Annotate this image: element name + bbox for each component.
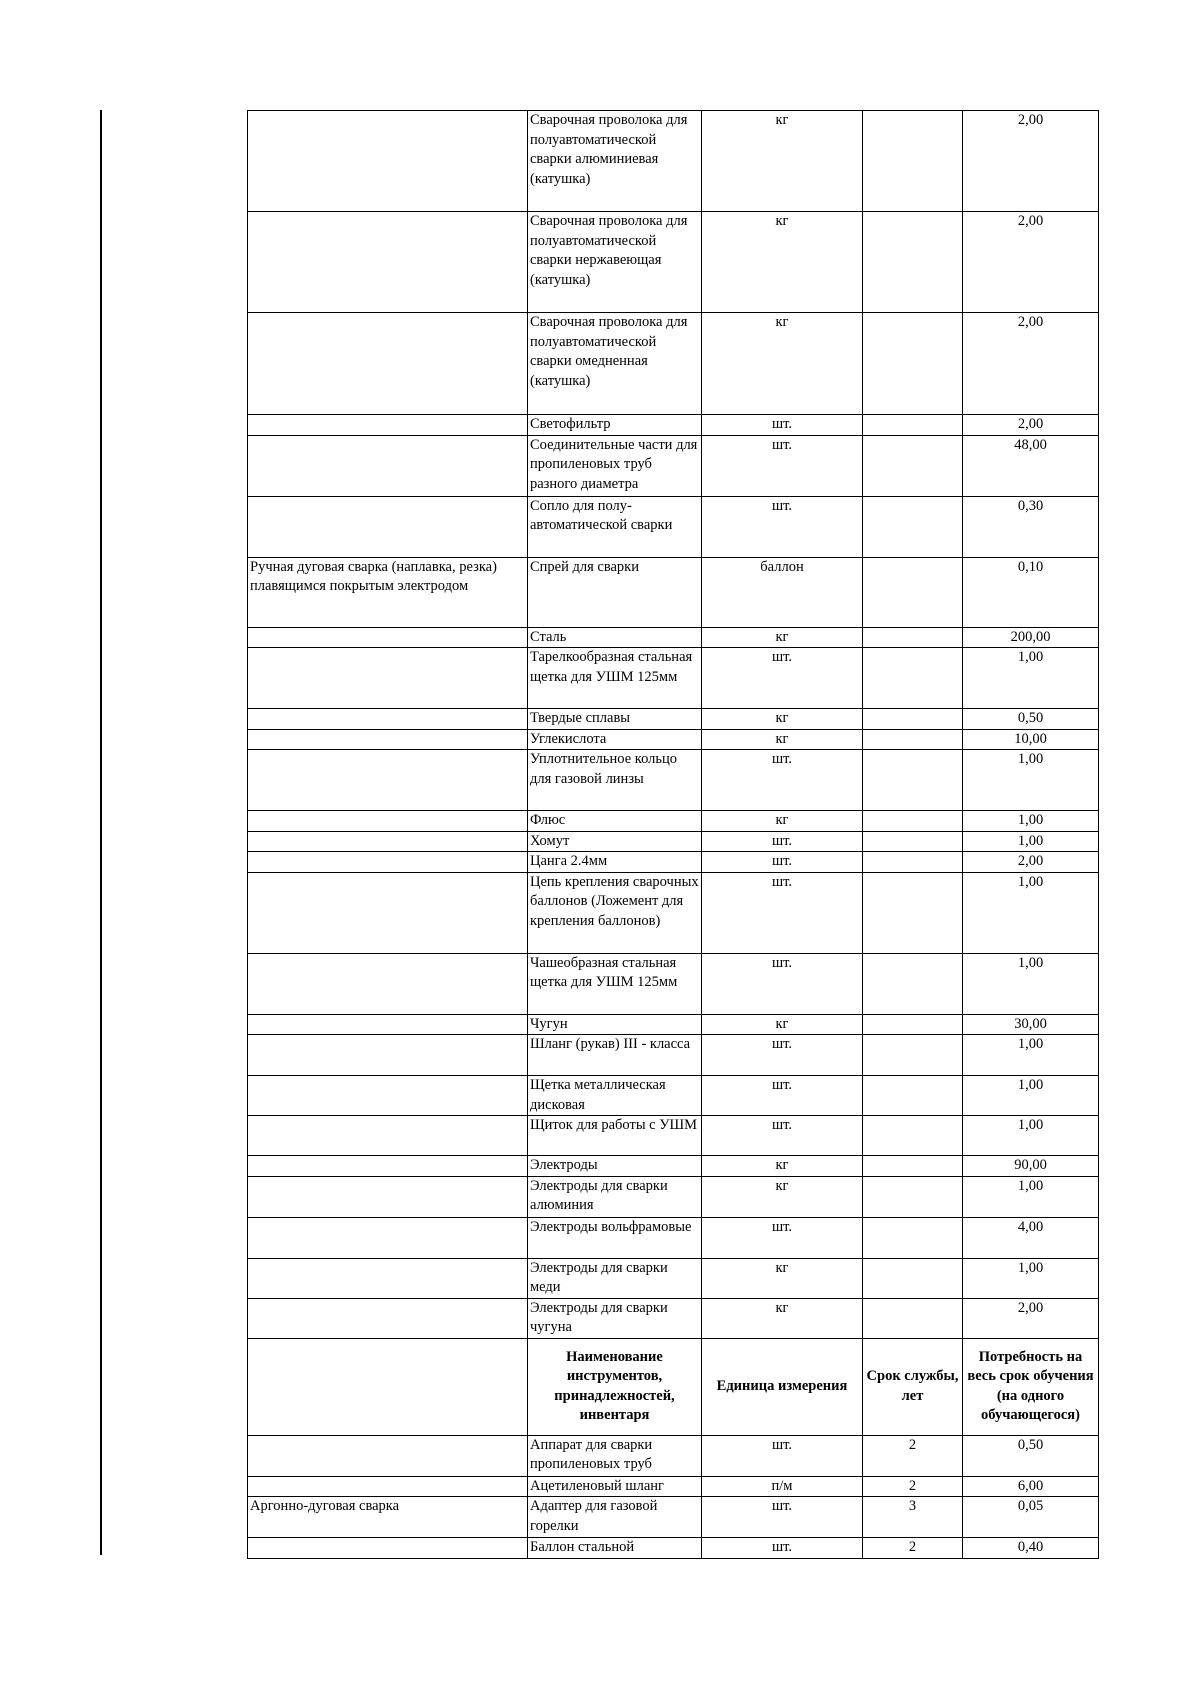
category-cell	[248, 648, 528, 709]
unit-cell: кг	[702, 212, 863, 313]
item-name-cell: Электроды для сварки меди	[528, 1258, 702, 1298]
item-name-cell: Сварочная проволока для полуавтоматической сварки алюминиевая (катушка)	[528, 111, 702, 212]
service-life-cell	[863, 831, 963, 852]
table-row	[248, 709, 1099, 730]
item-name-cell: Сталь	[528, 627, 702, 648]
unit-cell: баллон	[702, 557, 863, 627]
item-name-cell: Щиток для работы с УШМ	[528, 1116, 702, 1156]
unit-cell: кг	[702, 1156, 863, 1177]
service-life-cell	[863, 557, 963, 627]
requirement-cell: 1,00	[963, 1035, 1099, 1076]
unit-cell: п/м	[702, 1476, 863, 1497]
item-name-cell: Наименование инструментов, принадлежностей, инвентаря	[528, 1338, 702, 1435]
unit-cell: шт.	[702, 872, 863, 953]
service-life-cell: Срок службы, лет	[863, 1338, 963, 1435]
table-row	[248, 1217, 1099, 1258]
table-row	[248, 627, 1099, 648]
item-name-cell: Соединительные части для пропиленовых труб разного диаметра	[528, 435, 702, 496]
table-row	[248, 1258, 1099, 1298]
service-life-cell	[863, 852, 963, 873]
unit-cell: кг	[702, 1258, 863, 1298]
item-name-cell: Цепь крепления сварочных баллонов (Ложемент для крепления баллонов)	[528, 872, 702, 953]
requirement-cell: 0,40	[963, 1538, 1099, 1559]
table-row	[248, 852, 1099, 873]
table-row	[248, 1076, 1099, 1116]
service-life-cell	[863, 709, 963, 730]
requirement-cell: 2,00	[963, 111, 1099, 212]
requirement-cell: 1,00	[963, 648, 1099, 709]
unit-cell: шт.	[702, 852, 863, 873]
table-row	[248, 1014, 1099, 1035]
table-row	[248, 557, 1099, 627]
item-name-cell: Ацетиленовый шланг	[528, 1476, 702, 1497]
table-row	[248, 831, 1099, 852]
unit-cell: шт.	[702, 1217, 863, 1258]
requirement-cell: 1,00	[963, 1176, 1099, 1217]
table-row	[248, 111, 1099, 212]
requirement-cell: 2,00	[963, 212, 1099, 313]
category-cell	[248, 1435, 528, 1476]
unit-cell: кг	[702, 111, 863, 212]
service-life-cell	[863, 496, 963, 557]
category-cell	[248, 496, 528, 557]
unit-cell: кг	[702, 627, 863, 648]
service-life-cell: 3	[863, 1497, 963, 1538]
service-life-cell	[863, 313, 963, 415]
service-life-cell	[863, 1156, 963, 1177]
requirement-cell: 6,00	[963, 1476, 1099, 1497]
service-life-cell	[863, 435, 963, 496]
item-name-cell: Электроды для сварки чугуна	[528, 1298, 702, 1338]
requirement-cell: Потребность на весь срок обучения (на одного обучающегося)	[963, 1338, 1099, 1435]
item-name-cell: Шланг (рукав) III - класса	[528, 1035, 702, 1076]
service-life-cell	[863, 729, 963, 750]
service-life-cell	[863, 750, 963, 811]
category-cell	[248, 435, 528, 496]
unit-cell: шт.	[702, 953, 863, 1014]
service-life-cell	[863, 1176, 963, 1217]
unit-cell: кг	[702, 709, 863, 730]
category-cell	[248, 1076, 528, 1116]
category-cell	[248, 111, 528, 212]
table-row	[248, 1497, 1099, 1538]
item-name-cell: Сварочная проволока для полуавтоматической сварки нержавеющая (катушка)	[528, 212, 702, 313]
unit-cell: кг	[702, 1014, 863, 1035]
table-row	[248, 212, 1099, 313]
requirement-cell: 0,10	[963, 557, 1099, 627]
requirement-cell: 4,00	[963, 1217, 1099, 1258]
item-name-cell: Чугун	[528, 1014, 702, 1035]
service-life-cell	[863, 953, 963, 1014]
item-name-cell: Светофильтр	[528, 415, 702, 436]
category-cell	[248, 811, 528, 832]
unit-cell: шт.	[702, 831, 863, 852]
unit-cell: кг	[702, 811, 863, 832]
unit-cell: шт.	[702, 435, 863, 496]
unit-cell: кг	[702, 729, 863, 750]
item-name-cell: Электроды	[528, 1156, 702, 1177]
category-cell	[248, 1035, 528, 1076]
table-row	[248, 1435, 1099, 1476]
item-name-cell: Тарелкообразная стальная щетка для УШМ 125мм	[528, 648, 702, 709]
category-cell	[248, 1476, 528, 1497]
service-life-cell	[863, 111, 963, 212]
item-name-cell: Хомут	[528, 831, 702, 852]
table-row	[248, 729, 1099, 750]
item-name-cell: Сварочная проволока для полуавтоматической сварки омедненная (катушка)	[528, 313, 702, 415]
item-name-cell: Чашеобразная стальная щетка для УШМ 125мм	[528, 953, 702, 1014]
requirement-cell: 48,00	[963, 435, 1099, 496]
table-row	[248, 872, 1099, 953]
requirement-cell: 1,00	[963, 953, 1099, 1014]
category-cell	[248, 872, 528, 953]
requirement-cell: 1,00	[963, 1258, 1099, 1298]
table-row	[248, 648, 1099, 709]
requirement-cell: 0,30	[963, 496, 1099, 557]
unit-cell: шт.	[702, 750, 863, 811]
category-cell	[248, 709, 528, 730]
requirement-cell: 0,50	[963, 1435, 1099, 1476]
item-name-cell: Адаптер для газовой горелки	[528, 1497, 702, 1538]
table-row	[248, 1538, 1099, 1559]
item-name-cell: Электроды для сварки алюминия	[528, 1176, 702, 1217]
requirement-cell: 1,00	[963, 750, 1099, 811]
service-life-cell	[863, 1014, 963, 1035]
table-row	[248, 313, 1099, 415]
requirement-cell: 2,00	[963, 313, 1099, 415]
category-cell: Аргонно-дуговая сварка	[248, 1497, 528, 1538]
requirement-cell: 200,00	[963, 627, 1099, 648]
unit-cell: шт.	[702, 1435, 863, 1476]
unit-cell: Единица измерения	[702, 1338, 863, 1435]
unit-cell: шт.	[702, 1497, 863, 1538]
item-name-cell: Уплотнительное кольцо для газовой линзы	[528, 750, 702, 811]
service-life-cell	[863, 872, 963, 953]
service-life-cell: 2	[863, 1476, 963, 1497]
table-row	[248, 1298, 1099, 1338]
table-row	[248, 415, 1099, 436]
unit-cell: кг	[702, 1298, 863, 1338]
item-name-cell: Аппарат для сварки пропиленовых труб	[528, 1435, 702, 1476]
unit-cell: шт.	[702, 1538, 863, 1559]
category-cell	[248, 1156, 528, 1177]
category-cell: Ручная дуговая сварка (наплавка, резка) плавящимся покрытым электродом	[248, 557, 528, 627]
service-life-cell	[863, 1258, 963, 1298]
requirement-cell: 90,00	[963, 1156, 1099, 1177]
left-margin-line	[100, 110, 102, 1555]
category-cell	[248, 627, 528, 648]
table-row	[248, 750, 1099, 811]
unit-cell: шт.	[702, 496, 863, 557]
category-cell	[248, 831, 528, 852]
category-cell	[248, 1298, 528, 1338]
service-life-cell	[863, 1217, 963, 1258]
service-life-cell: 2	[863, 1538, 963, 1559]
category-cell	[248, 852, 528, 873]
unit-cell: шт.	[702, 1116, 863, 1156]
requirement-cell: 1,00	[963, 872, 1099, 953]
requirement-cell: 2,00	[963, 415, 1099, 436]
table-row	[248, 1176, 1099, 1217]
item-name-cell: Спрей для сварки	[528, 557, 702, 627]
category-cell	[248, 212, 528, 313]
category-cell	[248, 1014, 528, 1035]
table-body	[248, 111, 1099, 1559]
category-cell	[248, 415, 528, 436]
service-life-cell	[863, 1035, 963, 1076]
requirement-cell: 1,00	[963, 1076, 1099, 1116]
service-life-cell	[863, 1298, 963, 1338]
requirement-cell: 0,50	[963, 709, 1099, 730]
service-life-cell: 2	[863, 1435, 963, 1476]
materials-table	[247, 110, 1099, 1559]
category-cell	[248, 313, 528, 415]
item-name-cell: Твердые сплавы	[528, 709, 702, 730]
category-cell	[248, 953, 528, 1014]
item-name-cell: Углекислота	[528, 729, 702, 750]
requirement-cell: 10,00	[963, 729, 1099, 750]
unit-cell: шт.	[702, 1076, 863, 1116]
item-name-cell: Щетка металлическая дисковая	[528, 1076, 702, 1116]
unit-cell: шт.	[702, 1035, 863, 1076]
table-row	[248, 435, 1099, 496]
service-life-cell	[863, 415, 963, 436]
category-cell	[248, 1538, 528, 1559]
requirement-cell: 0,05	[963, 1497, 1099, 1538]
category-cell	[248, 1258, 528, 1298]
category-cell	[248, 1116, 528, 1156]
category-cell	[248, 1217, 528, 1258]
category-cell	[248, 729, 528, 750]
service-life-cell	[863, 212, 963, 313]
item-name-cell: Флюс	[528, 811, 702, 832]
table-row	[248, 1035, 1099, 1076]
requirement-cell: 1,00	[963, 831, 1099, 852]
item-name-cell: Цанга 2.4мм	[528, 852, 702, 873]
unit-cell: шт.	[702, 648, 863, 709]
unit-cell: кг	[702, 313, 863, 415]
unit-cell: кг	[702, 1176, 863, 1217]
unit-cell: шт.	[702, 415, 863, 436]
service-life-cell	[863, 627, 963, 648]
requirement-cell: 2,00	[963, 852, 1099, 873]
table-header-row	[248, 1338, 1099, 1435]
service-life-cell	[863, 811, 963, 832]
service-life-cell	[863, 1116, 963, 1156]
table-row	[248, 1156, 1099, 1177]
category-cell	[248, 750, 528, 811]
item-name-cell: Сопло для полу-автоматической сварки	[528, 496, 702, 557]
requirement-cell: 1,00	[963, 1116, 1099, 1156]
service-life-cell	[863, 648, 963, 709]
table-row	[248, 953, 1099, 1014]
requirement-cell: 30,00	[963, 1014, 1099, 1035]
category-cell	[248, 1176, 528, 1217]
service-life-cell	[863, 1076, 963, 1116]
item-name-cell: Электроды вольфрамовые	[528, 1217, 702, 1258]
table-row	[248, 496, 1099, 557]
category-cell	[248, 1338, 528, 1435]
table-row	[248, 811, 1099, 832]
table-row	[248, 1476, 1099, 1497]
table-row	[248, 1116, 1099, 1156]
requirement-cell: 1,00	[963, 811, 1099, 832]
requirement-cell: 2,00	[963, 1298, 1099, 1338]
item-name-cell: Баллон стальной	[528, 1538, 702, 1559]
